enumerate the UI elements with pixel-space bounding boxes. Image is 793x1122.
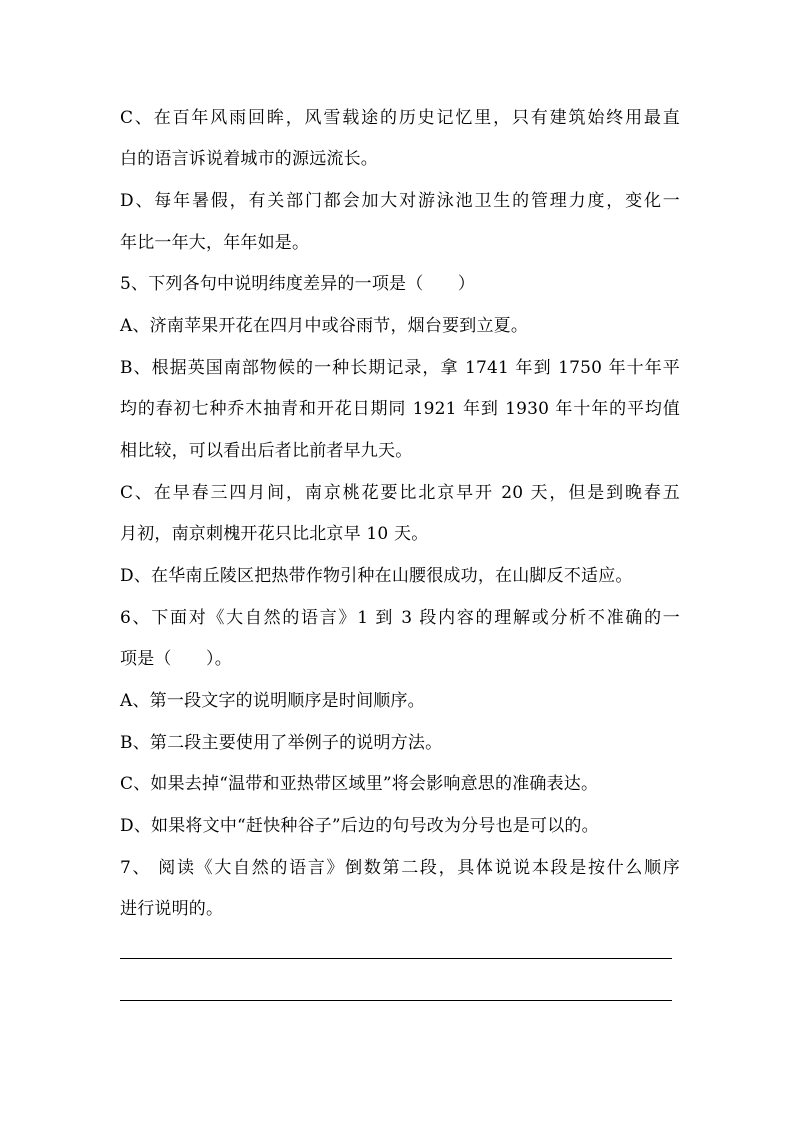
question-7-stem-line-2: 进行说明的。 [120,899,224,919]
q5-option-b-line-1: B、根据英国南部物候的一种长期记录，拿 1741 年到 1750 年十年平 [120,358,680,378]
q5-option-c-line-1: C、在早春三四月间，南京桃花要比北京早开 20 天，但是到晚春五 [120,483,680,503]
q6-option-d: D、如果将文中“赶快种谷子”后边的句号改为分号也是可以的。 [120,816,599,836]
option-c-line-1: C、在百年风雨回眸，风雪载途的历史记忆里，只有建筑始终用最直 [120,108,680,128]
q6-option-a: A、第一段文字的说明顺序是时间顺序。 [120,691,425,711]
question-5-stem: 5、下列各句中说明纬度差异的一项是（ ） [120,274,476,294]
q5-option-b-line-2: 均的春初七种乔木抽青和开花日期同 1921 年到 1930 年十年的平均值 [120,399,680,419]
answer-line-2[interactable] [120,1000,672,1001]
option-c-line-2: 白的语言诉说着城市的源远流长。 [120,149,378,169]
q5-option-c-line-2: 月初，南京刺槐开花只比北京早 10 天。 [120,524,429,544]
question-6-stem-line-1: 6、下面对《大自然的语言》1 到 3 段内容的理解或分析不准确的一 [120,608,680,628]
question-6-stem-line-2: 项是（ ）。 [120,649,232,669]
q5-option-d: D、在华南丘陵区把热带作物引种在山腰很成功，在山脚反不适应。 [120,566,633,586]
q5-option-a: A、济南苹果开花在四月中或谷雨节，烟台要到立夏。 [120,316,529,336]
answer-line-1[interactable] [120,958,672,959]
question-7-stem-line-1: 7、 阅读《大自然的语言》倒数第二段，具体说说本段是按什么顺序 [120,858,680,878]
option-d-line-1: D、每年暑假，有关部门都会加大对游泳池卫生的管理力度，变化一 [120,191,680,211]
option-d-line-2: 年比一年大，年年如是。 [120,233,310,253]
q6-option-b: B、第二段主要使用了举例子的说明方法。 [120,733,443,753]
q6-option-c: C、如果去掉“温带和亚热带区域里”将会影响意思的准确表达。 [120,774,599,794]
q5-option-b-line-3: 相比较，可以看出后者比前者早九天。 [120,441,413,461]
